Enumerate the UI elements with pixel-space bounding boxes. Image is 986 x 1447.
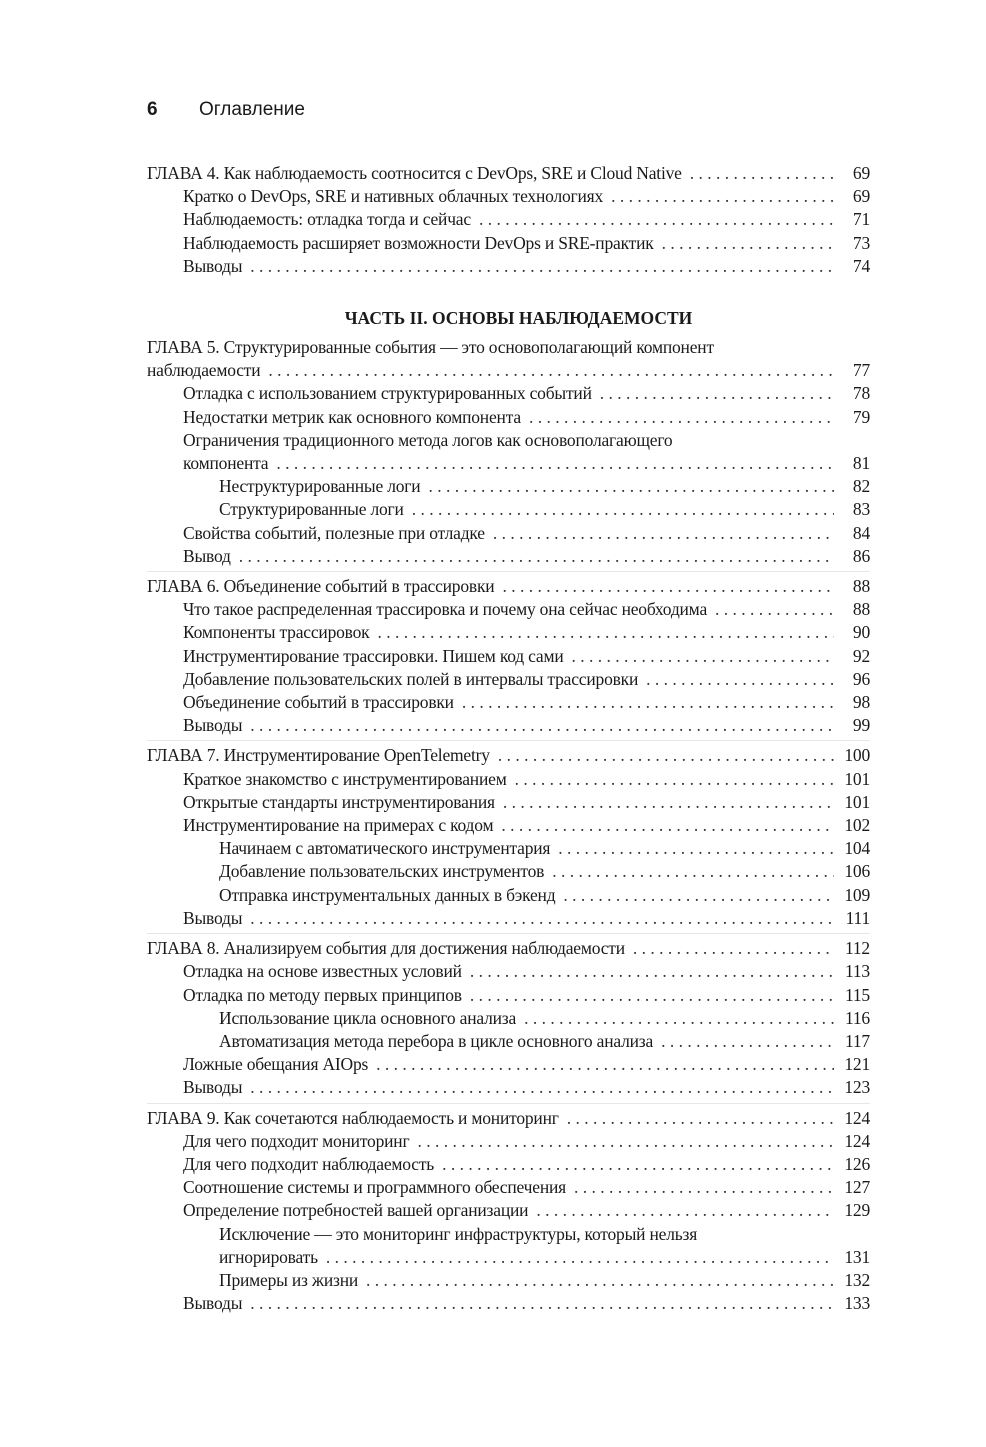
leader-dots — [250, 1076, 834, 1099]
toc-entry[interactable]: Определение потребностей вашей организации . . . 129 — [147, 1199, 870, 1222]
running-header — [147, 98, 305, 122]
toc-entry[interactable]: игнорировать . . . 131 — [147, 1246, 870, 1269]
page-ref: 82 — [852, 476, 870, 497]
toc-entry[interactable]: Объединение событий в трассировки . . . 98 — [147, 691, 870, 714]
page-ref: 115 — [844, 984, 870, 1005]
toc-entry[interactable]: Открытые стандарты инструментирования . . . 101 — [147, 791, 870, 814]
leader-dots — [524, 1007, 834, 1030]
toc-entry-chapter[interactable]: ГЛАВА 4. Как наблюдаемость соотносится с DevOps, SRE и Cloud Native . . . 69 — [147, 162, 870, 185]
page-ref: 88 — [852, 576, 870, 597]
page-ref: 121 — [844, 1054, 870, 1075]
leader-dots — [558, 837, 834, 860]
page-ref: 79 — [852, 406, 870, 427]
page-ref: 101 — [844, 768, 870, 789]
leader-dots — [600, 382, 834, 405]
toc-entry[interactable]: Выводы . . . 111 — [147, 907, 870, 930]
toc-entry[interactable]: Для чего подходит мониторинг . . . 124 — [147, 1130, 870, 1153]
page-ref: 127 — [844, 1177, 870, 1198]
leader-dots — [501, 814, 834, 837]
toc-entry[interactable]: Выводы . . . 133 — [147, 1292, 870, 1315]
page-ref: 69 — [852, 163, 870, 183]
page-ref: 71 — [852, 209, 870, 230]
leader-dots — [276, 452, 834, 475]
leader-dots — [250, 255, 834, 278]
leader-dots — [268, 359, 834, 382]
toc-entry[interactable]: Примеры из жизни . . . 132 — [147, 1269, 870, 1292]
page-ref: 78 — [852, 383, 870, 404]
leader-dots — [662, 232, 834, 255]
toc-entry[interactable]: Соотношение системы и программного обеспечения . . . 127 — [147, 1176, 870, 1199]
toc-entry[interactable]: Что такое распределенная трассировка и почему она сейчас необходима . . . 88 — [147, 598, 870, 621]
page-ref: 100 — [844, 745, 870, 766]
table-of-contents — [147, 160, 870, 1315]
toc-entry[interactable]: Добавление пользовательских инструментов . . . 106 — [147, 860, 870, 883]
toc-entry-chapter-line1[interactable]: ГЛАВА 5. Структурированные события — это основополагающий компонент — [147, 337, 714, 358]
toc-entry-chapter[interactable]: наблюдаемости . . . 77 — [147, 359, 870, 382]
leader-dots — [376, 1053, 834, 1076]
page-ref: 88 — [852, 599, 870, 620]
leader-dots — [493, 522, 834, 545]
page-ref: 98 — [852, 692, 870, 713]
toc-entry[interactable]: Вывод . . . 86 — [147, 545, 870, 568]
page-ref: 133 — [844, 1293, 870, 1314]
leader-dots — [470, 960, 834, 983]
page-ref: 124 — [844, 1130, 870, 1151]
toc-entry[interactable]: Ложные обещания AIOps . . . 121 — [147, 1053, 870, 1076]
leader-dots — [442, 1153, 834, 1176]
page-ref: 96 — [852, 668, 870, 689]
leader-dots — [646, 668, 834, 691]
chapter-9 — [147, 1103, 870, 1316]
leader-dots — [412, 498, 834, 521]
toc-entry[interactable]: Отладка по методу первых принципов . . . 115 — [147, 984, 870, 1007]
leader-dots — [417, 1130, 834, 1153]
toc-entry[interactable]: Использование цикла основного анализа . . . 116 — [147, 1007, 870, 1030]
page-ref: 101 — [844, 791, 870, 812]
leader-dots — [366, 1269, 834, 1292]
leader-dots — [502, 575, 834, 598]
leader-dots — [536, 1199, 834, 1222]
leader-dots — [326, 1246, 834, 1269]
toc-entry[interactable]: Автоматизация метода перебора в цикле основного анализа . . . 117 — [147, 1030, 870, 1053]
page-ref: 112 — [844, 938, 870, 959]
chapter-7 — [147, 740, 870, 930]
toc-entry[interactable]: Отправка инструментальных данных в бэкенд . . . 109 — [147, 884, 870, 907]
leader-dots — [633, 937, 834, 960]
page-ref: 86 — [852, 545, 870, 566]
leader-dots — [250, 714, 834, 737]
toc-entry[interactable]: компонента . . . 81 — [147, 452, 870, 475]
leader-dots — [515, 768, 834, 791]
toc-entry[interactable]: Свойства событий, полезные при отладке . . . 84 — [147, 522, 870, 545]
leader-dots — [470, 984, 834, 1007]
page-ref: 92 — [852, 645, 870, 666]
toc-entry[interactable]: Краткое знакомство с инструментированием . . . 101 — [147, 768, 870, 791]
page-ref: 69 — [852, 186, 870, 207]
part-title: ЧАСТЬ II. ОСНОВЫ НАБЛЮДАЕМОСТИ — [344, 308, 693, 329]
page-ref: 116 — [844, 1007, 870, 1028]
page-ref: 126 — [844, 1153, 870, 1174]
page-number: 6 — [147, 99, 158, 120]
page-ref: 84 — [852, 522, 870, 543]
leader-dots — [563, 884, 834, 907]
leader-dots — [479, 208, 834, 231]
leader-dots — [690, 162, 834, 185]
page-ref: 106 — [844, 861, 870, 882]
leader-dots — [567, 1107, 834, 1130]
toc-entry[interactable]: Структурированные логи . . . 83 — [147, 498, 870, 521]
page-ref: 99 — [852, 715, 870, 736]
page-ref: 117 — [844, 1030, 870, 1051]
page-ref: 124 — [844, 1107, 870, 1128]
page-ref: 123 — [844, 1077, 870, 1098]
leader-dots — [661, 1030, 834, 1053]
leader-dots — [572, 645, 834, 668]
leader-dots — [428, 475, 834, 498]
leader-dots — [715, 598, 834, 621]
toc-entry[interactable]: Инструментирование трассировки. Пишем код сами . . . 92 — [147, 645, 870, 668]
toc-entry-chapter[interactable]: ГЛАВА 9. Как сочетаются наблюдаемость и мониторинг . . . 124 — [147, 1107, 870, 1130]
chapter-8 — [147, 933, 870, 1099]
page-ref: 90 — [852, 622, 870, 643]
chapter-5 — [147, 334, 870, 568]
toc-entry-chapter[interactable]: ГЛАВА 8. Анализируем события для достижения наблюдаемости . . . 112 — [147, 937, 870, 960]
leader-dots — [377, 621, 834, 644]
page-ref: 129 — [844, 1200, 870, 1221]
leader-dots — [611, 185, 834, 208]
page-ref: 83 — [852, 499, 870, 520]
toc-entry[interactable]: Неструктурированные логи . . . 82 — [147, 475, 870, 498]
page-ref: 113 — [844, 961, 870, 982]
page-ref: 74 — [852, 255, 870, 276]
page-ref: 109 — [844, 884, 870, 905]
toc-entry[interactable]: Для чего подходит наблюдаемость . . . 126 — [147, 1153, 870, 1176]
toc-entry[interactable]: Добавление пользовательских полей в интервалы трассировки . . . 96 — [147, 668, 870, 691]
toc-entry[interactable]: Выводы . . . 123 — [147, 1076, 870, 1099]
chapter-6 — [147, 571, 870, 737]
leader-dots — [574, 1176, 834, 1199]
toc-entry[interactable]: Наблюдаемость расширяет возможности DevOps и SRE-практик . . . 73 — [147, 232, 870, 255]
toc-entry[interactable]: Отладка с использованием структурированных событий . . . 78 — [147, 382, 870, 405]
page-ref: 111 — [845, 907, 870, 928]
toc-entry[interactable]: Отладка на основе известных условий . . . 113 — [147, 960, 870, 983]
toc-entry-line1[interactable]: Исключение — это мониторинг инфраструктуры, который нельзя — [219, 1223, 698, 1244]
toc-entry[interactable]: Выводы . . . 99 — [147, 714, 870, 737]
toc-entry-chapter[interactable]: ГЛАВА 6. Объединение событий в трассировки . . . 88 — [147, 575, 870, 598]
leader-dots — [552, 860, 834, 883]
leader-dots — [250, 907, 834, 930]
leader-dots — [529, 406, 834, 429]
page-ref: 81 — [852, 453, 870, 474]
page-ref: 77 — [852, 360, 870, 381]
toc-entry[interactable]: Выводы . . . 74 — [147, 255, 870, 278]
page-ref: 131 — [844, 1246, 870, 1267]
running-title: Оглавление — [199, 99, 305, 120]
toc-entry[interactable]: Инструментирование на примерах с кодом . . . 102 — [147, 814, 870, 837]
toc-entry[interactable]: Начинаем с автоматического инструментария . . . 104 — [147, 837, 870, 860]
toc-entry[interactable]: Наблюдаемость: отладка тогда и сейчас . . . 71 — [147, 208, 870, 231]
leader-dots — [250, 1292, 834, 1315]
page-ref: 132 — [844, 1269, 870, 1290]
page-ref: 102 — [844, 815, 870, 836]
toc-entry-chapter[interactable]: ГЛАВА 7. Инструментирование OpenTelemetry . . . 100 — [147, 744, 870, 767]
leader-dots — [498, 744, 834, 767]
leader-dots — [462, 691, 834, 714]
chapter-4 — [147, 160, 870, 278]
toc-entry[interactable]: Кратко о DevOps, SRE и нативных облачных технологиях . . . 69 — [147, 185, 870, 208]
leader-dots — [503, 791, 834, 814]
page-ref: 73 — [852, 232, 870, 253]
toc-entry[interactable]: Компоненты трассировок . . . 90 — [147, 621, 870, 644]
page-ref: 104 — [844, 838, 870, 859]
toc-entry[interactable]: Недостатки метрик как основного компонента . . . 79 — [147, 406, 870, 429]
toc-entry-line1[interactable]: Ограничения традиционного метода логов как основополагающего — [183, 429, 673, 450]
leader-dots — [239, 545, 834, 568]
